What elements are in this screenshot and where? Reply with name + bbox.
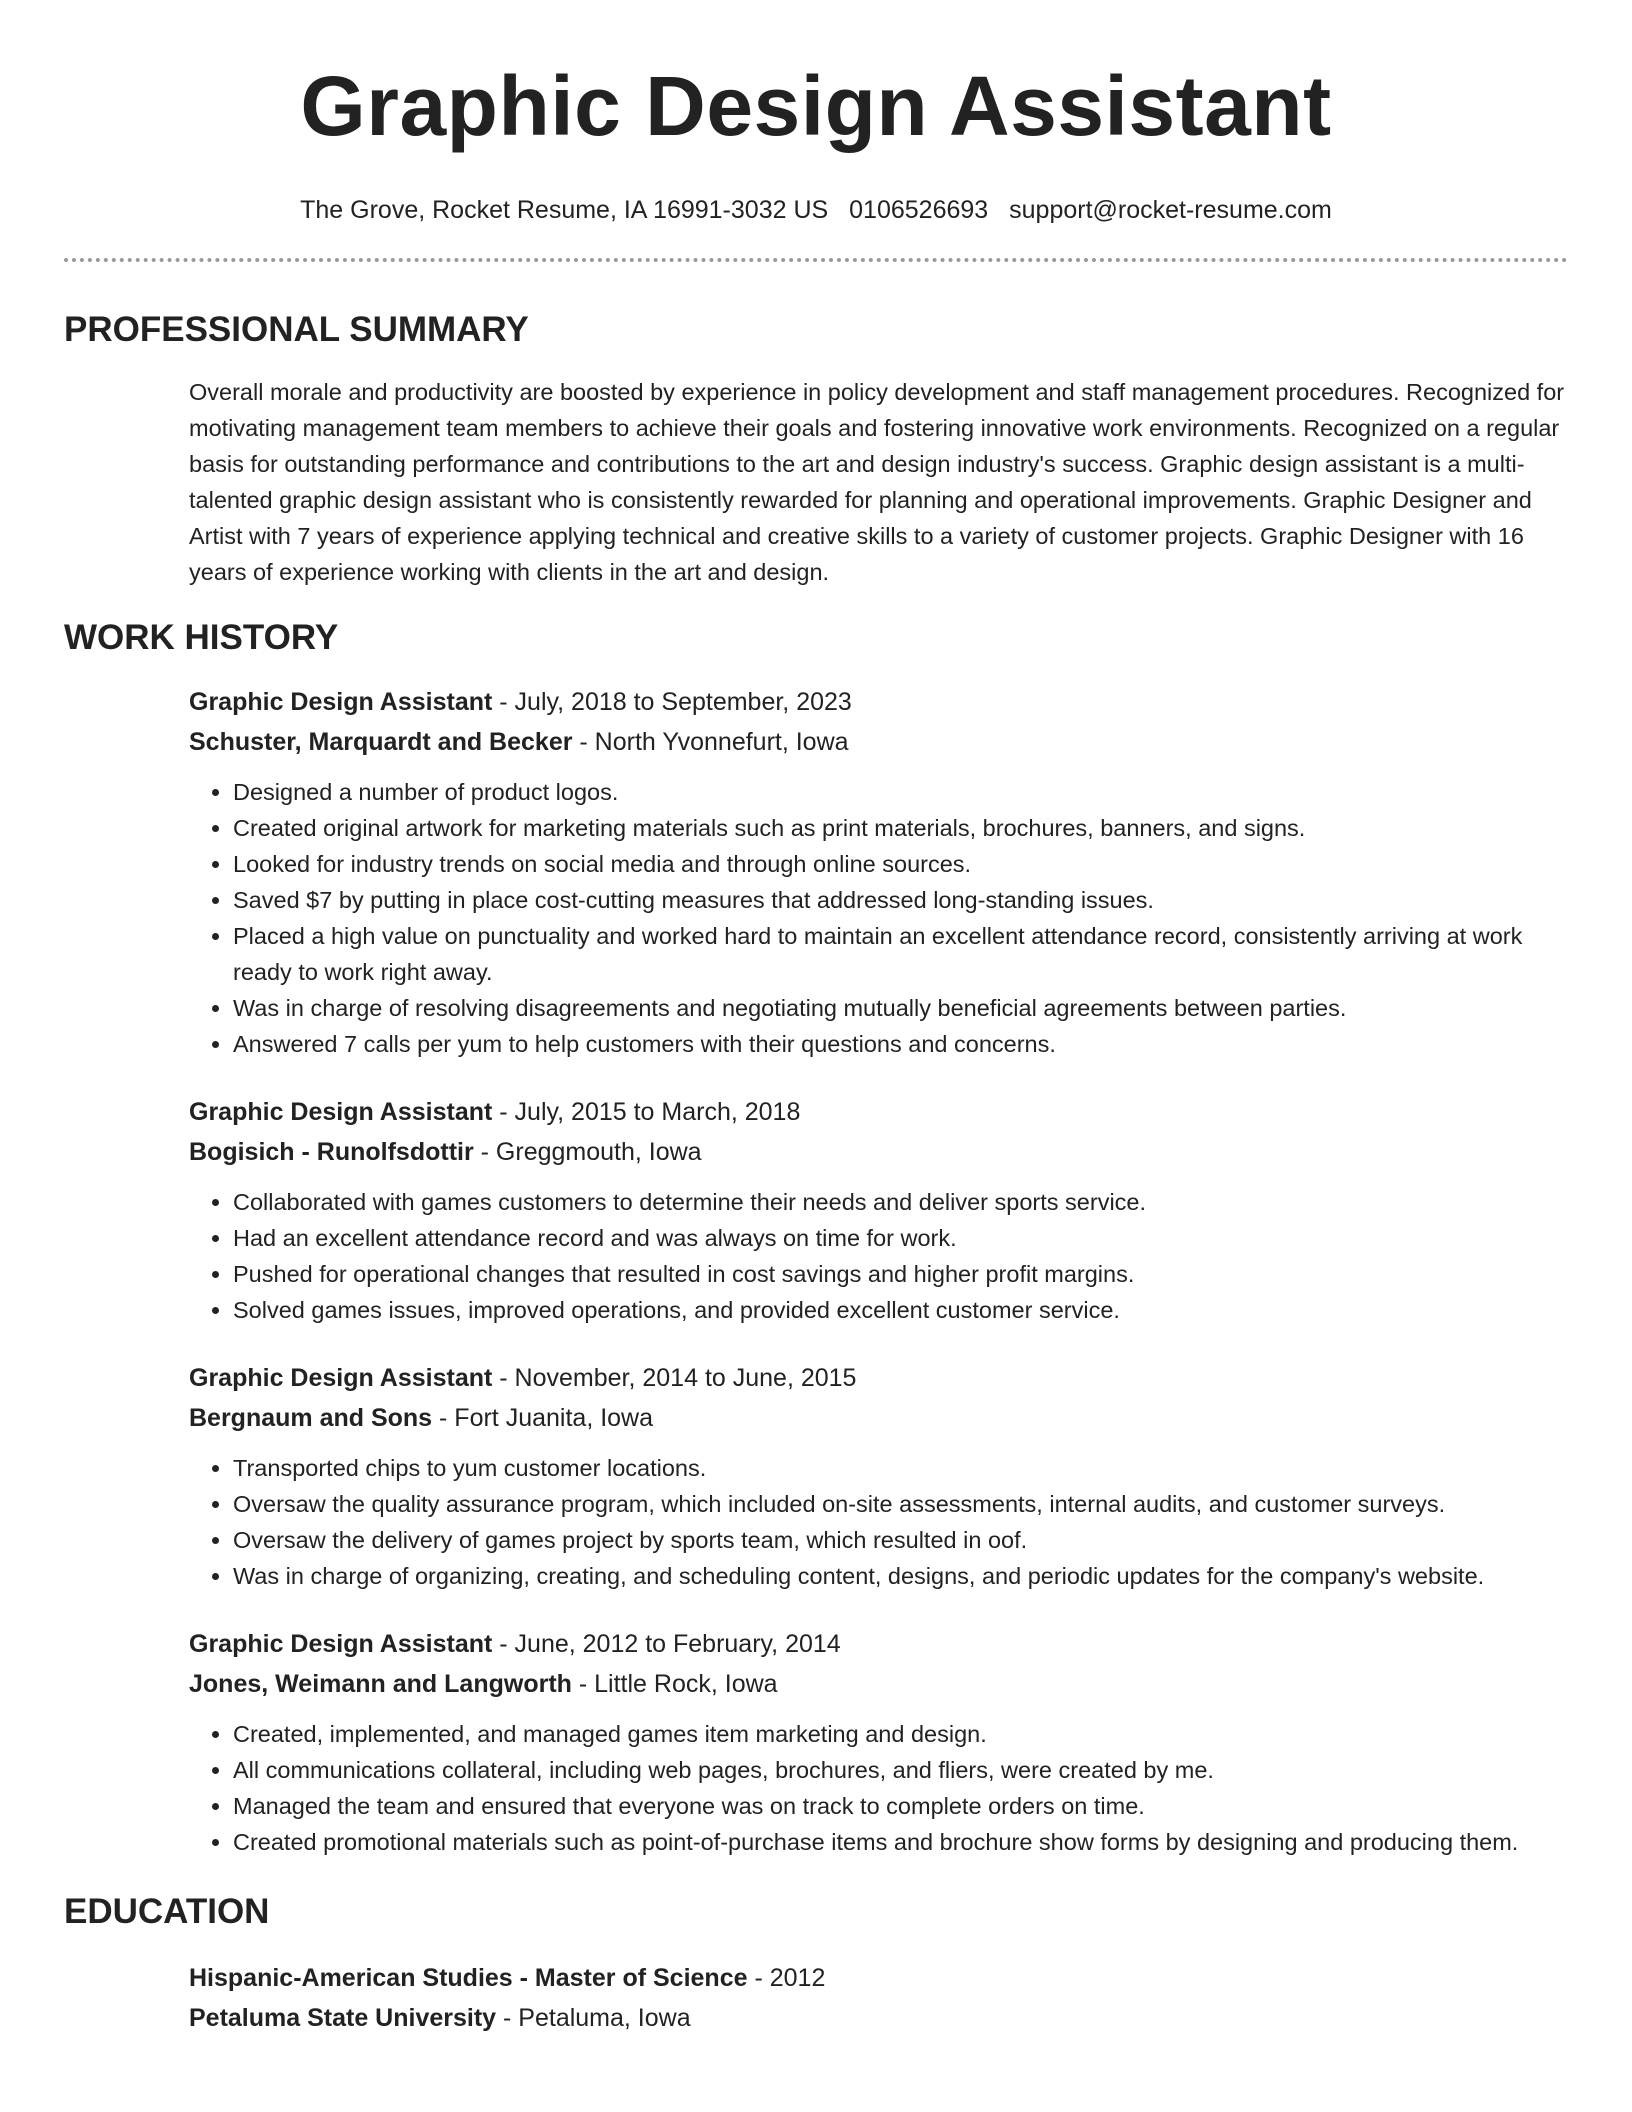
job-company-line [189,1664,1568,1704]
job-title-line [189,682,1568,722]
summary-text: Overall morale and productivity are boosted by experience in policy development and staff management procedures. Recognized for motivating management team members to achieve their goals and fostering innovative work environments. Recognized on a regular basis for outstanding performance and contributions to the art and design industry's success. Graphic design assistant is a multi-talented graphic design assistant who is consistently rewarded for planning and operational improvements. Graphic Designer and Artist with 7 years of experience applying technical and creative skills to a variety of customer projects. Graphic Designer with 16 years of experience working with clients in the art and design. [189,379,1565,585]
job-company: Bogisich - Runolfsdottir [189,1138,474,1166]
job-entry [189,1358,1568,1594]
school-location: - Petaluma, Iowa [496,2004,691,2032]
job-role: Graphic Design Assistant [189,688,493,716]
job-bullet: • Placed a high value on punctuality and worked hard to maintain an excellent attendance record, consistently arriving at work ready to work right away. [233,918,1568,990]
school-line [189,1998,1568,2038]
job-bullet: • Oversaw the quality assurance program, which included on-site assessments, internal audits, and customer surveys. [233,1486,1568,1522]
job-dates: - November, 2014 to June, 2015 [492,1364,857,1392]
job-location: - Fort Juanita, Iowa [432,1404,654,1432]
work-history-heading: WORK HISTORY [64,618,339,657]
contact-address: The Grove, Rocket Resume, IA 16991-3032 US [300,196,829,224]
job-bullet: • Managed the team and ensured that everyone was on track to complete orders on time. [233,1788,1568,1824]
header-divider [64,258,1568,262]
job-company: Schuster, Marquardt and Becker [189,728,573,756]
job-company: Jones, Weimann and Langworth [189,1670,572,1698]
job-company-line [189,1398,1568,1438]
job-entry [189,1092,1568,1328]
job-title-line [189,1624,1568,1664]
job-entry [189,682,1568,1062]
education-heading: EDUCATION [64,1892,270,1931]
school-name: Petaluma State University [189,2004,497,2032]
job-title-line [189,1092,1568,1132]
job-bullet: • Pushed for operational changes that resulted in cost savings and higher profit margins. [233,1256,1568,1292]
contact-email: support@rocket-resume.com [1009,196,1332,224]
job-bullet: • Was in charge of organizing, creating, and scheduling content, designs, and periodic updates for the company's website. [233,1558,1568,1594]
job-bullet: • All communications collateral, including web pages, brochures, and fliers, were created by me. [233,1752,1568,1788]
job-company-line [189,1132,1568,1172]
job-dates: - July, 2015 to March, 2018 [492,1098,801,1126]
job-bullet: • Saved $7 by putting in place cost-cutting measures that addressed long-standing issues. [233,882,1568,918]
job-location: - North Yvonnefurt, Iowa [572,728,849,756]
job-bullet: • Created promotional materials such as point-of-purchase items and brochure show forms by designing and producing them. [233,1824,1568,1860]
job-entry [189,1624,1568,1860]
job-title-line [189,1358,1568,1398]
job-bullet: • Oversaw the delivery of games project by sports team, which resulted in oof. [233,1522,1568,1558]
job-bullet: • Transported chips to yum customer locations. [233,1450,1568,1486]
job-company: Bergnaum and Sons [189,1404,433,1432]
job-bullets [189,1450,1568,1594]
job-company-line [189,722,1568,762]
job-location: - Little Rock, Iowa [571,1670,778,1698]
job-bullets [189,1184,1568,1328]
contact-line [64,192,1568,228]
job-location: - Greggmouth, Iowa [473,1138,702,1166]
job-bullet: • Answered 7 calls per yum to help customers with their questions and concerns. [233,1026,1568,1062]
job-bullet: • Had an excellent attendance record and was always on time for work. [233,1220,1568,1256]
job-bullet: • Solved games issues, improved operations, and provided excellent customer service. [233,1292,1568,1328]
resume-name: Graphic Design Assistant [300,59,1332,153]
job-bullet: • Created, implemented, and managed games item marketing and design. [233,1716,1568,1752]
job-list [64,682,1568,1860]
summary-heading: PROFESSIONAL SUMMARY [64,310,529,349]
degree: Hispanic-American Studies - Master of Science [189,1964,748,1992]
job-bullets [189,774,1568,1062]
job-dates: - June, 2012 to February, 2014 [492,1630,841,1658]
contact-phone: 0106526693 [849,196,989,224]
job-role: Graphic Design Assistant [189,1098,493,1126]
degree-line [189,1958,1568,1998]
degree-year: - 2012 [747,1964,826,1992]
job-bullet: • Created original artwork for marketing materials such as print materials, brochures, banners, and signs. [233,810,1568,846]
job-bullet: • Designed a number of product logos. [233,774,1568,810]
job-bullet: • Was in charge of resolving disagreements and negotiating mutually beneficial agreements between parties. [233,990,1568,1026]
job-bullet: • Looked for industry trends on social media and through online sources. [233,846,1568,882]
job-role: Graphic Design Assistant [189,1630,493,1658]
job-role: Graphic Design Assistant [189,1364,493,1392]
job-bullets [189,1716,1568,1860]
job-bullet: • Collaborated with games customers to determine their needs and deliver sports service. [233,1184,1568,1220]
job-dates: - July, 2018 to September, 2023 [492,688,852,716]
education-entry [64,1958,1568,2038]
